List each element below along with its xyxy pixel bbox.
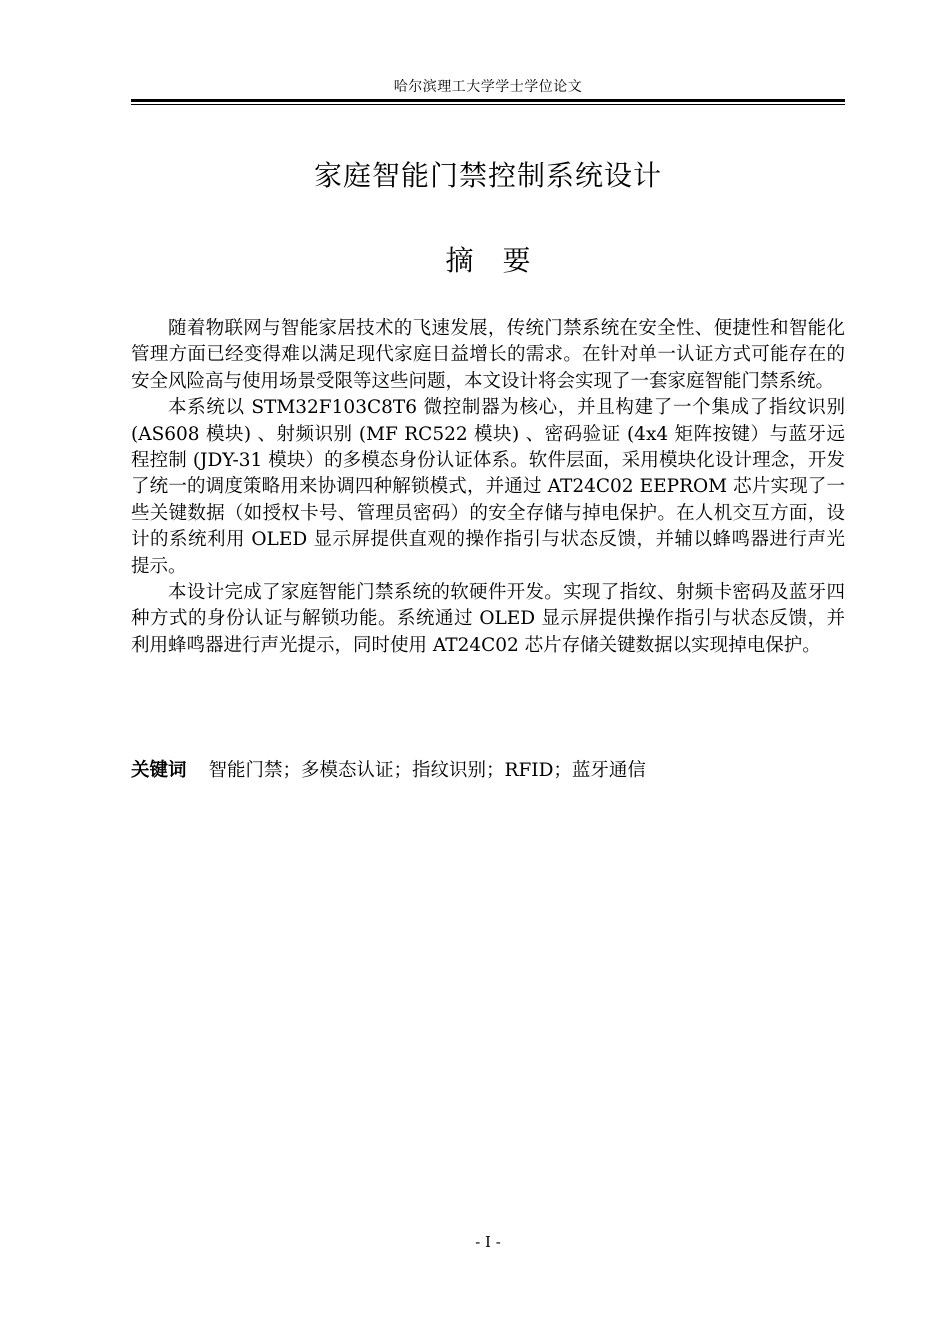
abstract-paragraph-1: 随着物联网与智能家居技术的飞速发展，传统门禁系统在安全性、便捷性和智能化管理方面已经变得难以满足现代家庭日益增长的需求。在针对单一认证方式可能存在的安全风险高与使用场景受限等这些问题，本文设计将会实现了一套家庭智能门禁系统。 — [131, 318, 845, 392]
keywords-text: 智能门禁；多模态认证；指纹识别；RFID；蓝牙通信 — [208, 760, 646, 781]
abstract-paragraph-2: 本系统以 STM32F103C8T6 微控制器为核心，并且构建了一个集成了指纹识别 (AS608 模块) 、射频识别 (MF RC522 模块) 、密码验证 (4x4 矩阵按键）与蓝牙远程控制 (JDY-31 模块）的多模态身份认证体系。软件层面，采用模块化设计理念，开发了统一的调度策略用来协调四种解锁模式，并通过 AT24C02 EEPROM 芯片实现了一些关键数据（如授权卡号、管理员密码）的安全存储与掉电保护。在人机交互方面，设计的系统利用 OLED 显示屏提供直观的操作指引与状态反馈，并辅以蜂鸣器进行声光提示。 — [131, 397, 845, 577]
keywords-line — [131, 758, 845, 784]
header-rule-thin — [131, 104, 845, 105]
abstract-paragraph-3: 本设计完成了家庭智能门禁系统的软硬件开发。实现了指纹、射频卡密码及蓝牙四种方式的身份认证与解锁功能。系统通过 OLED 显示屏提供操作指引与状态反馈，并利用蜂鸣器进行声光提示，同时使用 AT24C02 芯片存储关键数据以实现掉电保护。 — [131, 582, 845, 656]
keywords-label: 关键词 — [131, 760, 187, 781]
abstract-heading: 摘 要 — [445, 244, 531, 277]
running-header: 哈尔滨理工大学学士学位论文 — [393, 79, 583, 95]
page-number: - I - — [475, 1233, 501, 1251]
thesis-title: 家庭智能门禁控制系统设计 — [313, 159, 662, 192]
header-rule-thick — [131, 99, 845, 102]
abstract-body — [131, 316, 845, 659]
